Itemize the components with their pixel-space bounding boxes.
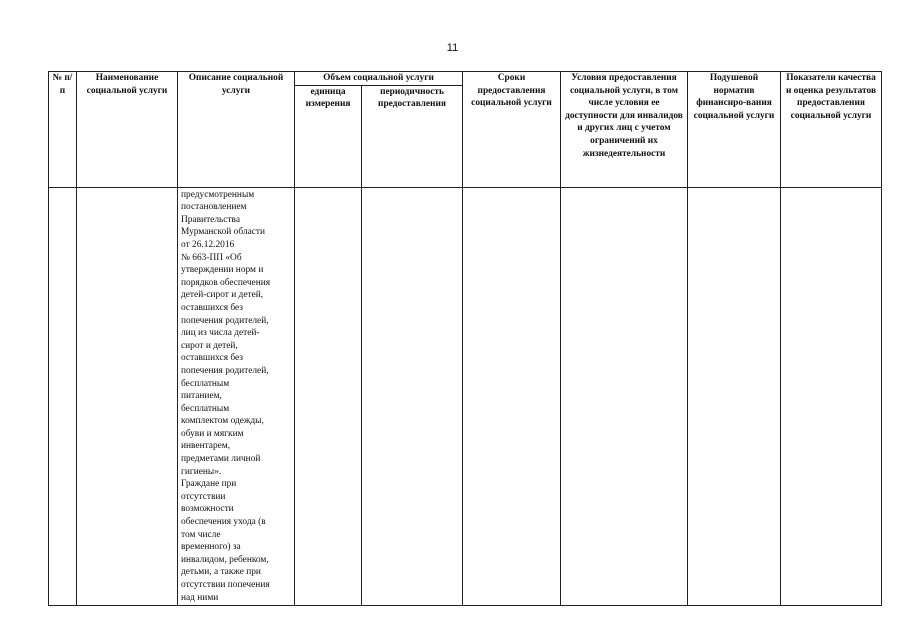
header-volume: Объем социальной услуги (295, 72, 463, 86)
cell-name (77, 187, 178, 606)
header-row-top (49, 72, 882, 86)
cell-num (49, 187, 77, 606)
cell-quality (781, 187, 882, 606)
header-terms: Сроки предоставления социальной услуги (463, 72, 561, 188)
social-services-table (48, 71, 882, 606)
header-normative: Подушевой норматив финансиро-вания социальной услуги (688, 72, 781, 188)
header-periodicity: периодичность предоставления (362, 85, 463, 187)
cell-description: предусмотренным постановлением Правительства Мурманской области от 26.12.2016 № 663-ПП «Об утверждении норм и порядков обеспечения детей-сирот и детей, оставшихся без попечения родителей, лиц из числа детей- сирот и детей, оставшихся без попечения родителей, бесплатным питанием, бесплатным комплектом одежды, обуви и мягким инвентарем, предметами личной гигиены». Граждане при отсутствии возможности обеспечения ухода (в том числе временного) за инвалидом, ребенком, детьми, а также при отсутствии попечения над ними (178, 187, 295, 606)
cell-normative (688, 187, 781, 606)
table-row (49, 187, 882, 606)
cell-periodicity (362, 187, 463, 606)
cell-conditions (561, 187, 688, 606)
header-quality: Показатели качества и оценка результатов предоставления социальной услуги (781, 72, 882, 188)
cell-unit (295, 187, 362, 606)
header-num: № п/п (49, 72, 77, 188)
cell-terms (463, 187, 561, 606)
header-conditions: Условия предоставления социальной услуги, в том числе условия ее доступности для инвалидов и других лиц с учетом ограничений их жизнедеятельности (561, 72, 688, 188)
header-name: Наименование социальной услуги (77, 72, 178, 188)
header-unit: единица измерения (295, 85, 362, 187)
header-description: Описание социальной услуги (178, 72, 295, 188)
page-number: 11 (446, 42, 459, 54)
